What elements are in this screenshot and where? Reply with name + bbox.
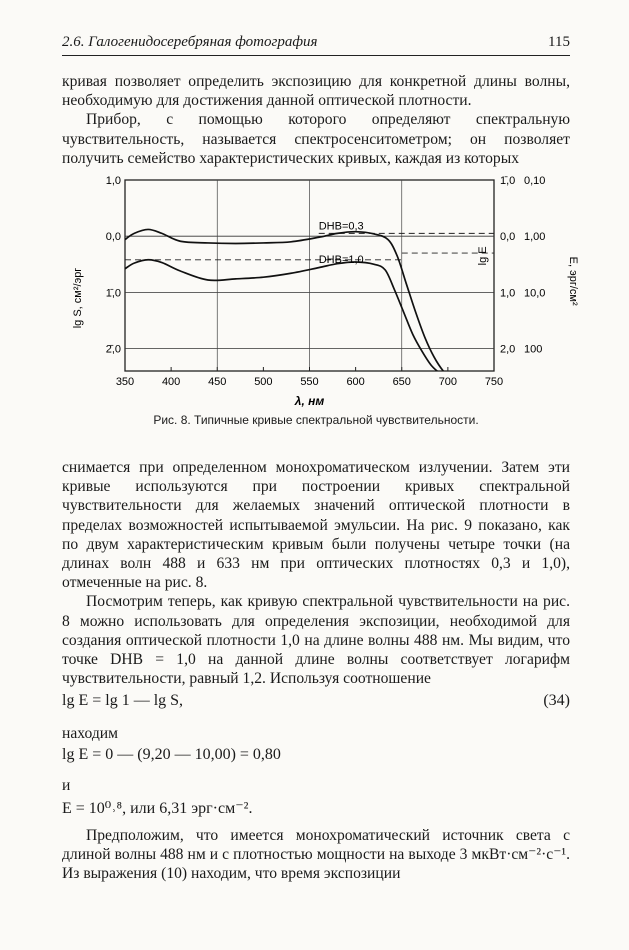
equation-3-body: E = 10⁰˒⁸, или 6,31 эрг·см⁻². [62,800,253,817]
paragraph-1: кривая позволяет определить экспозицию для конкретной длины волны, необходимую для достижения данной оптической плотности. [62,73,570,110]
series-line-1 [125,260,448,380]
x-tick-label-6: 650 [392,376,411,388]
curve-label-0: DНВ=0,3 [318,220,364,233]
y-axis-right-outer-title: E, эрг/см² [567,256,579,306]
text-nahodim [62,724,570,743]
x-axis-title: λ, нм [294,394,325,408]
y-tick-right-outer-label-3: 100 [524,343,543,356]
text-middle [62,458,570,688]
x-tick-label-1: 400 [161,376,181,388]
x-tick-label-4: 550 [300,376,319,388]
paragraph-3: снимается при определенном монохроматическом излучении. Затем эти кривые используются при построении кривых спектральной чувствительности для желаемых значений оптической плотности в пределах возможностей испытываемой эмульсии. На рис. 9 показано, как по двум характеристическим кривым были получены четыре точки (на длинах волн 488 и 633 нм при оптических плотностях 0,3 и 1,0), отмеченные на рис. 8. [62,459,570,592]
equation-34-body: lg E = lg 1 — lg S, [62,692,184,709]
page-number: 115 [548,34,570,50]
y-tick-left-label-2: 1̄,0 [105,287,121,300]
section-title: 2.6. Галогенидосеребряная фотография [62,34,318,50]
figure-8-chart [62,172,582,412]
equation-2-body: lg E = 0 — (9,20 — 10,00) = 0,80 [62,746,281,763]
equation-34-number: (34) [543,692,570,709]
x-tick-label-3: 500 [254,376,273,388]
y-tick-left-label-1: 0,0 [105,231,121,244]
y-tick-right-outer-label-2: 10,0 [524,287,546,300]
text-bottom [62,826,570,884]
y-tick-right-inner-label-2: 1,0 [500,287,516,300]
text-top [62,72,570,168]
y-tick-left-label-3: 2̄,0 [105,343,121,356]
running-head [62,34,570,56]
y-tick-right-outer-label-0: 0,10 [524,175,546,187]
x-tick-label-8: 750 [484,376,504,388]
paragraph-7: Предположим, что имеется монохроматический источник света с длиной волны 488 нм и с плотностью мощности на выходе 3 мкВт·см⁻²·с⁻¹. Из выражения (10) находим, что время экспозиции [62,827,570,883]
y-tick-right-inner-label-3: 2,0 [500,343,516,356]
equation-2 [62,746,570,764]
x-tick-label-2: 450 [208,376,227,388]
paragraph-2: Прибор, с помощью которого определяют спектральную чувствительность, называется спектросенситометром; он позволяет получить семейство характеристических кривых, каждая из которых [62,111,570,167]
equation-3 [62,798,570,818]
y-tick-right-inner-label-1: 0,0 [500,231,516,244]
y-tick-right-inner-label-0: 1̄,0 [500,175,516,187]
x-tick-label-5: 600 [346,376,365,388]
figure-caption: Рис. 8. Типичные кривые спектральной чувствительности. [153,413,479,427]
series-line-0 [125,229,452,379]
y-tick-left-label-0: 1,0 [105,175,121,187]
text-i [62,776,570,795]
equation-34 [62,692,570,710]
x-tick-label-0: 350 [115,376,135,388]
curve-label-1: DНВ=1,0 [318,254,364,267]
paragraph-5: находим [62,725,118,742]
y-axis-left-title: lg S, см²/эрг [72,267,84,329]
x-tick-label-7: 700 [438,376,458,388]
y-tick-right-outer-label-1: 1,00 [524,231,546,244]
paragraph-4: Посмотрим теперь, как кривую спектральной чувствительности на рис. 8 можно использовать для определения экспозиции, необходимой для создания оптической плотности 1,0 на длине волны 488 нм. Мы видим, что точке DНВ = 1,0 на данной длине волны соответствует логарифм чувствительности, равный 1,2. Используя соотношение [62,593,570,688]
paragraph-6: и [62,777,71,794]
y-axis-right-inner-title: lg E [477,246,489,266]
